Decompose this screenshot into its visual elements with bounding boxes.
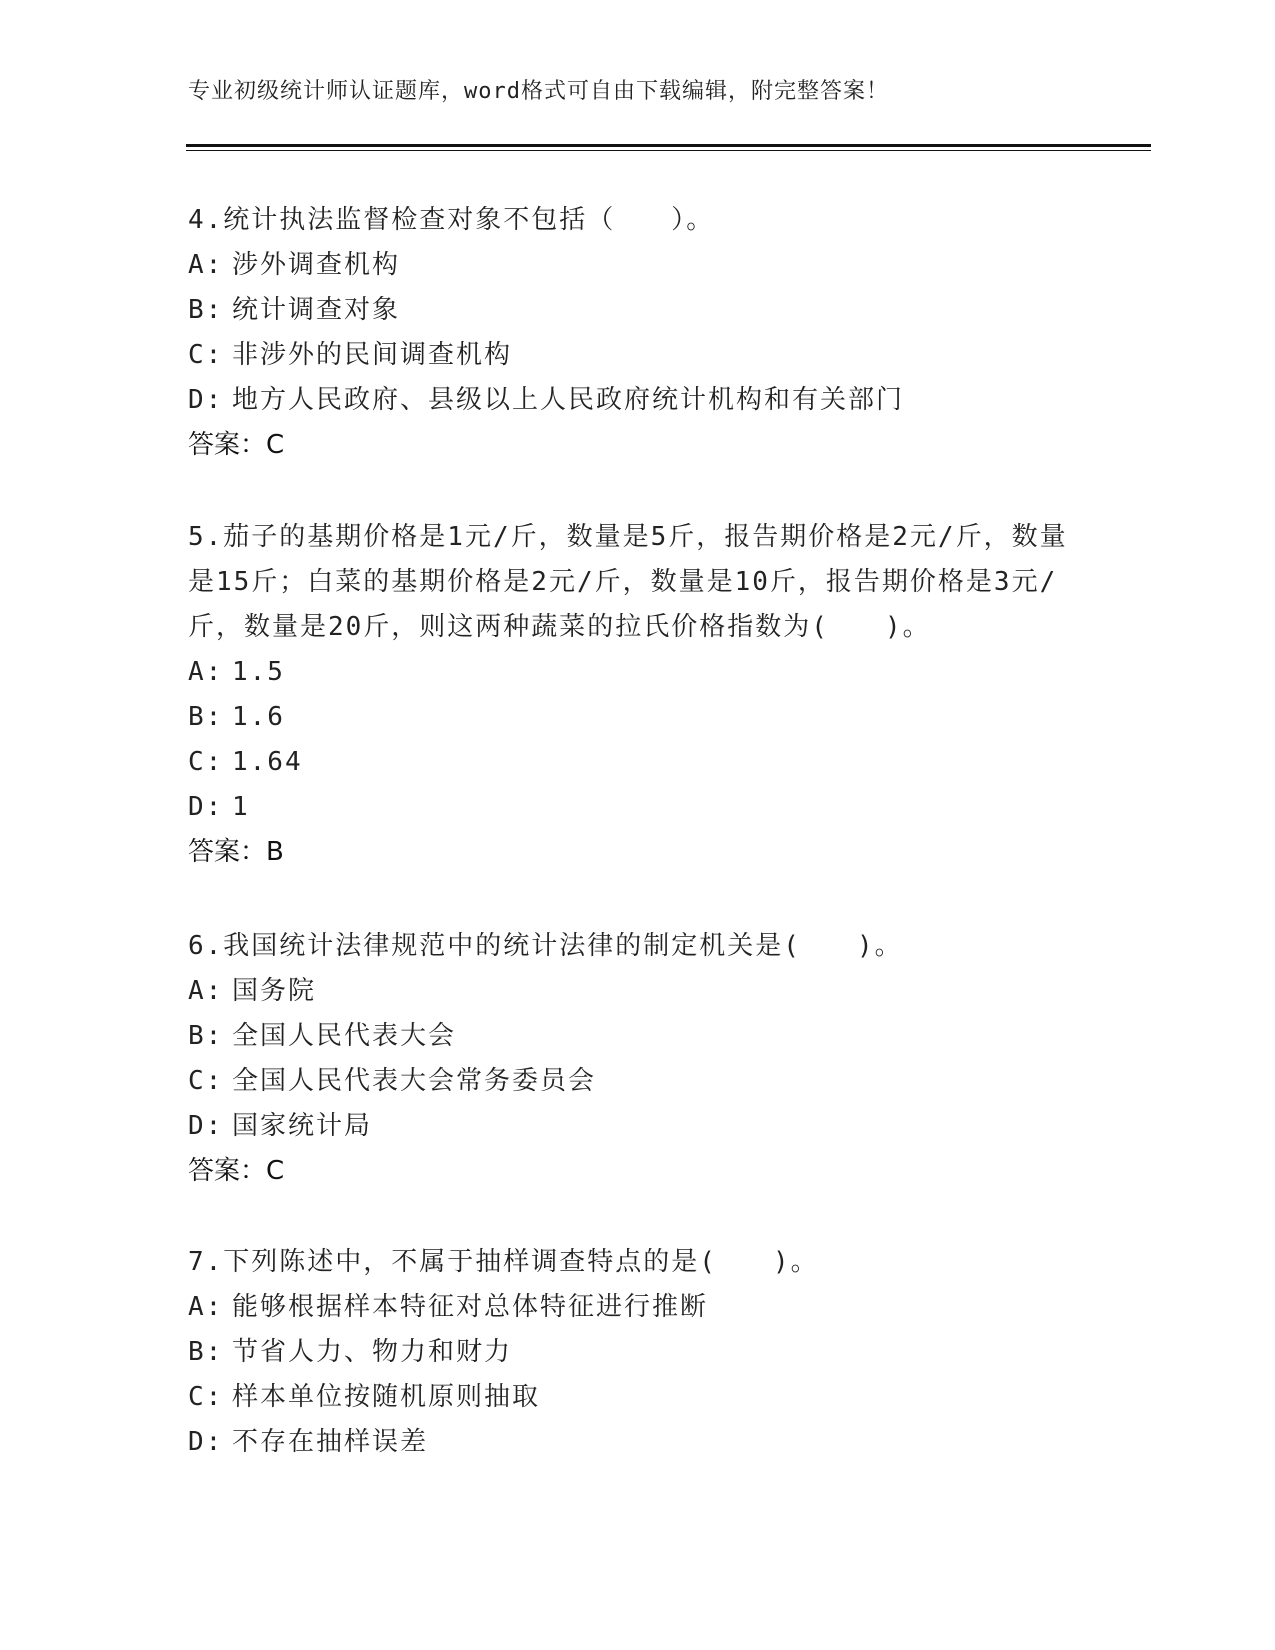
question-stem: 5.茄子的基期价格是1元/斤，数量是5斤，报告期价格是2元/斤，数量是15斤；白菜的基期价格是2元/斤，数量是10斤，报告期价格是3元/斤，数量是20斤，则这两种蔬菜的拉氏价格指数为( )。 [188,522,1068,642]
option-key: A: [188,657,224,687]
option-b [188,695,1068,740]
option-text: 涉外调查机构 [232,250,401,280]
option-d [188,785,1068,830]
answer: 答案：C [188,1156,285,1186]
option-key: D: [188,1111,224,1141]
option-a [188,969,1088,1014]
option-b [188,1330,1088,1375]
option-a [188,650,1068,695]
answer: 答案：B [188,837,284,867]
question-stem: 6.我国统计法律规范中的统计法律的制定机关是( )。 [188,931,903,961]
option-key: B: [188,702,224,732]
header-rule-thick [186,144,1151,147]
option-key: D: [188,792,224,822]
option-text: 全国人民代表大会常务委员会 [232,1066,597,1096]
answer: 答案：C [188,430,285,460]
option-d [188,1104,1088,1149]
option-c [188,1375,1088,1420]
option-key: A: [188,976,224,1006]
option-text: 节省人力、物力和财力 [232,1337,513,1367]
option-text: 1.64 [232,747,303,777]
question-stem: 4.统计执法监督检查对象不包括（ ）。 [188,205,715,235]
option-key: D: [188,1427,224,1457]
option-key: B: [188,1021,224,1051]
option-text: 样本单位按随机原则抽取 [232,1382,541,1412]
option-text: 非涉外的民间调查机构 [232,340,513,370]
option-key: C: [188,1382,224,1412]
option-key: A: [188,1292,224,1322]
question-7 [188,1240,1088,1465]
option-b [188,288,1088,333]
option-key: D: [188,385,224,415]
option-key: C: [188,1066,224,1096]
option-key: C: [188,340,224,370]
option-c [188,333,1088,378]
question-6 [188,924,1088,1194]
option-a [188,1285,1088,1330]
option-text: 统计调查对象 [232,295,401,325]
option-text: 能够根据样本特征对总体特征进行推断 [232,1292,709,1322]
option-d [188,1420,1088,1465]
option-text: 1 [232,792,250,822]
option-text: 不存在抽样误差 [232,1427,429,1457]
option-key: C: [188,747,224,777]
option-text: 国务院 [232,976,317,1006]
option-key: B: [188,295,224,325]
option-c [188,1059,1088,1104]
option-d [188,378,1088,423]
header-text: 专业初级统计师认证题库，word格式可自由下载编辑，附完整答案！ [188,79,889,104]
option-key: B: [188,1337,224,1367]
option-text: 全国人民代表大会 [232,1021,457,1051]
option-text: 1.6 [232,702,285,732]
option-b [188,1014,1088,1059]
option-text: 1.5 [232,657,285,687]
option-c [188,740,1068,785]
option-text: 国家统计局 [232,1111,373,1141]
option-a [188,243,1088,288]
question-4 [188,198,1088,468]
header-rule-thin [186,150,1151,151]
option-text: 地方人民政府、县级以上人民政府统计机构和有关部门 [232,385,905,415]
question-5 [188,515,1068,875]
option-key: A: [188,250,224,280]
question-stem: 7.下列陈述中，不属于抽样调查特点的是( )。 [188,1247,819,1277]
